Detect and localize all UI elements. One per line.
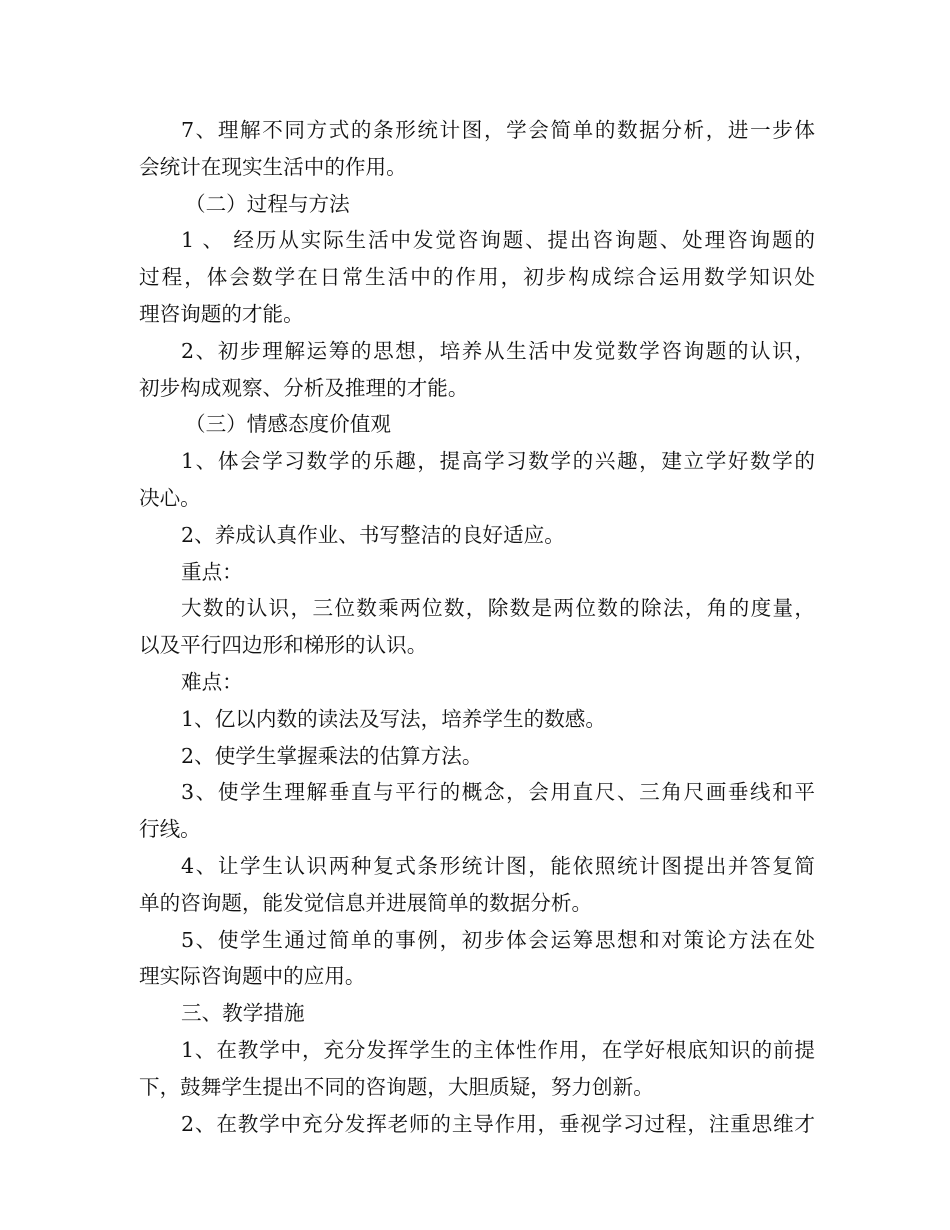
paragraph-line: 2、初步理解运筹的思想，培养从生活中发觉数学咨询题的认识， — [181, 338, 815, 363]
paragraph-line: 7、理解不同方式的条形统计图，学会简单的数据分析，进一步体 — [181, 118, 815, 142]
paragraph-line: 1、在教学中，充分发挥学生的主体性作用，在学好根底知识的前提 — [181, 1037, 815, 1062]
paragraph-line: 过程，体会数学在日常生活中的作用，初步构成综合运用数学知识处 — [139, 265, 815, 290]
paragraph-line: 下，鼓舞学生提出不同的咨询题，大胆质疑，努力创新。 — [139, 1074, 654, 1099]
paragraph-line: 4、让学生认识两种复式条形统计图，能依照统计图提出并答复简 — [181, 853, 815, 878]
section-heading: 重点： — [181, 559, 243, 584]
paragraph-line: 5、使学生通过简单的事例，初步体会运筹思想和对策论方法在处 — [181, 927, 815, 952]
paragraph-line: 行线。 — [139, 817, 201, 842]
document-body — [139, 112, 815, 1142]
paragraph-line: 大数的认识，三位数乘两位数，除数是两位数的除法，角的度量， — [181, 596, 815, 621]
section-heading: 三、教学措施 — [181, 1001, 305, 1026]
paragraph-line: 1 、 经历从实际生活中发觉咨询题、提出咨询题、处理咨询题的 — [181, 228, 815, 253]
paragraph-line: 1、体会学习数学的乐趣，提高学习数学的兴趣，建立学好数学的 — [181, 449, 815, 474]
paragraph-line: 以及平行四边形和梯形的认识。 — [139, 633, 428, 658]
paragraph-line: 2、使学生掌握乘法的估算方法。 — [181, 743, 483, 768]
section-heading: 难点： — [181, 669, 243, 694]
paragraph-line: 决心。 — [139, 485, 201, 510]
paragraph-line: 理咨询题的才能。 — [139, 301, 304, 326]
paragraph-line: 2、在教学中充分发挥老师的主导作用，垂视学习过程，注重思维才 — [181, 1111, 815, 1136]
paragraph-line: 理实际咨询题中的应用。 — [139, 964, 366, 989]
section-heading: （二）过程与方法 — [185, 191, 350, 216]
paragraph-line: 单的咨询题，能发觉信息并进展简单的数据分析。 — [139, 890, 593, 915]
paragraph-line: 1、亿以内数的读法及写法，培养学生的数感。 — [181, 706, 606, 731]
section-heading: （三）情感态度价值观 — [185, 412, 391, 437]
paragraph-line: 3、使学生理解垂直与平行的概念，会用直尺、三角尺画垂线和平 — [181, 780, 815, 805]
paragraph-line: 2、养成认真作业、书写整洁的良好适应。 — [181, 522, 565, 547]
paragraph-line: 初步构成观察、分析及推理的才能。 — [139, 375, 469, 400]
paragraph-line: 会统计在现实生活中的作用。 — [139, 154, 407, 179]
